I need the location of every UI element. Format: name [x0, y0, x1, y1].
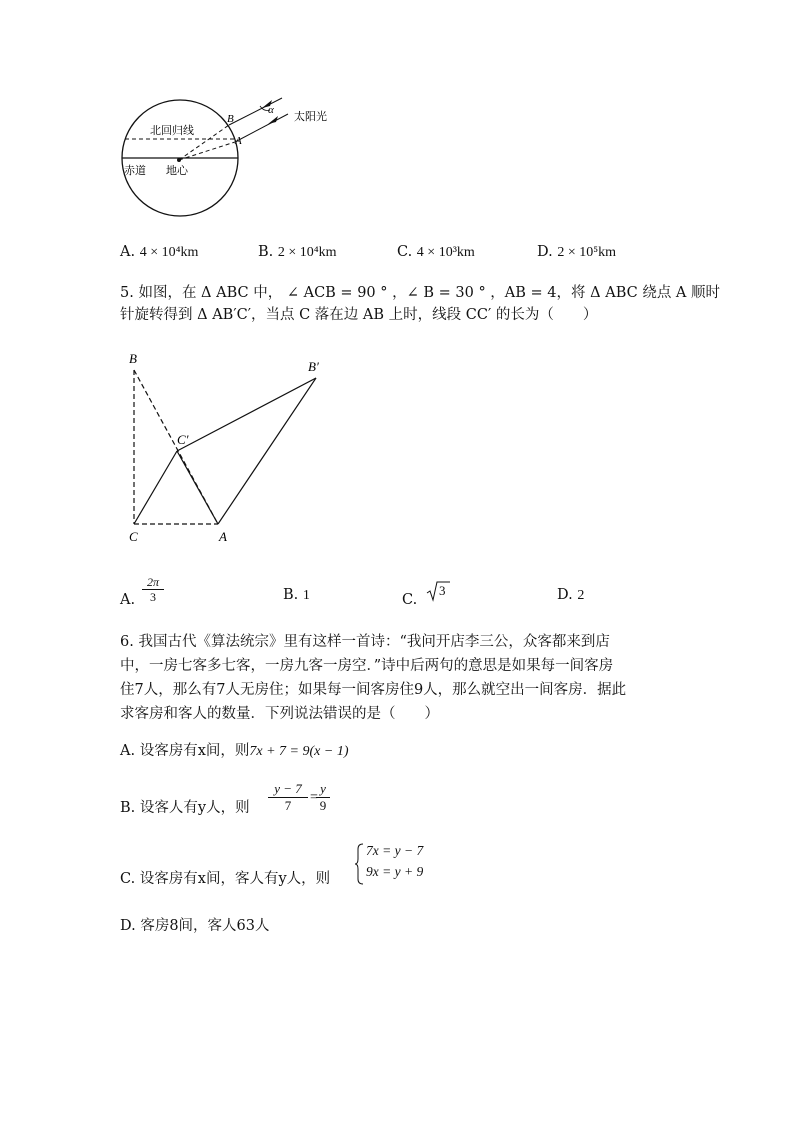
alpha-label: α — [268, 104, 274, 116]
q4-option-c — [397, 242, 475, 263]
option-value: 2 — [577, 588, 585, 603]
option-text: 设客人有y人，则 — [139, 800, 250, 816]
q5-option-c-letter: C. — [402, 592, 418, 608]
q6-option-c-text — [120, 869, 330, 889]
option-letter: A. — [120, 743, 136, 759]
q4-option-a — [120, 242, 198, 263]
option-letter: B. — [258, 244, 274, 260]
q6-option-b-equals: = — [310, 790, 318, 805]
triangle-rotation-figure — [120, 348, 340, 548]
point-b-label: B — [227, 113, 234, 125]
sunray-a-line — [179, 142, 235, 160]
q6-line-2: 中，一房七客多七客，一房九客一房空．”诗中后两句的意思是如果每一间客房 — [120, 658, 614, 674]
fraction-denominator: 7 — [284, 798, 292, 813]
option-letter: C. — [397, 244, 413, 260]
equator-label: 赤道 — [124, 164, 146, 177]
segment-cprime-a — [177, 451, 218, 524]
q5-option-d — [557, 585, 584, 606]
earth-center-dot — [177, 158, 181, 162]
option-letter: D. — [120, 918, 136, 934]
earth-sunlight-figure — [110, 92, 370, 252]
option-text: 设客房有x间，客人有y人，则 — [139, 871, 331, 887]
q5-line-1: 5. 如图，在 Δ ABC 中， ∠ ACB = 90 ° ，∠ B = 30 ° ，AB = 4，将 Δ ABC 绕点 A 顺时 — [120, 285, 721, 301]
north-tropic-label: 北回归线 — [150, 124, 194, 137]
q6-option-b-fraction-right — [316, 781, 330, 814]
option-text: 客房8间，客人63人 — [140, 918, 270, 934]
option-equation: 7x + 7 = 9(x − 1) — [249, 744, 349, 759]
segment-bprime-a — [218, 378, 316, 524]
q5-option-a-fraction — [142, 575, 164, 604]
system-equation-1: 7x = y − 7 — [366, 843, 424, 858]
q6-option-b-fraction-left — [268, 781, 308, 814]
option-letter: B. — [283, 587, 299, 603]
sunlight-label: 太阳光 — [294, 110, 327, 123]
fraction-numerator: y − 7 — [268, 781, 308, 798]
option-value: 4 × 10³km — [416, 245, 475, 260]
segment-c-cprime — [134, 451, 177, 524]
sqrt-icon — [426, 580, 450, 602]
q5-line-2: 针旋转得到 Δ AB′C′，当点 C 落在边 AB 上时，线段 CC′ 的长为（ ） — [120, 307, 598, 323]
option-text: 设客房有x间，则 — [139, 743, 250, 759]
arrow-a-icon — [268, 116, 278, 124]
q6-line-3: 住7人，那么有7人无房住；如果每一间客房住9人，那么就空出一间客房．据此 — [120, 682, 627, 698]
option-value: 1 — [302, 588, 310, 603]
option-letter: A. — [120, 244, 136, 260]
left-brace-icon — [354, 843, 364, 885]
q6-line-4: 求客房和客人的数量．下列说法错误的是（ ） — [120, 706, 439, 722]
vertex-b-label: B — [129, 351, 137, 366]
option-letter: C. — [120, 871, 136, 887]
q6-option-b-text — [120, 798, 250, 818]
segment-cprime-bprime — [177, 378, 316, 451]
vertex-a-label: A — [219, 529, 227, 544]
vertex-c-label: C — [129, 529, 138, 544]
q6-option-d — [120, 916, 270, 936]
point-a-label: A — [235, 135, 242, 147]
option-value: 2 × 10⁵km — [557, 245, 616, 260]
fraction-numerator: y — [316, 781, 330, 798]
fraction-denominator: 9 — [319, 798, 327, 813]
fraction-numerator: 2π — [142, 575, 164, 590]
earth-center-label: 地心 — [166, 164, 188, 177]
sqrt-radicand: 3 — [439, 583, 446, 598]
option-letter: D. — [557, 587, 573, 603]
q4-option-d — [537, 242, 616, 263]
q5-option-a-letter: A. — [120, 592, 136, 608]
option-letter: D. — [537, 244, 553, 260]
option-value: 2 × 10⁴km — [277, 245, 337, 260]
system-equation-2: 9x = y + 9 — [366, 864, 424, 879]
vertex-cprime-label: C′ — [177, 432, 189, 447]
q6-line-1: 6. 我国古代《算法统宗》里有这样一首诗：“我问开店李三公，众客都来到店 — [120, 634, 610, 650]
vertex-bprime-label: B′ — [308, 359, 319, 374]
option-value: 4 × 10⁴km — [139, 245, 199, 260]
q4-option-b — [258, 242, 337, 263]
q5-option-b — [283, 585, 310, 606]
option-letter: B. — [120, 800, 136, 816]
q6-option-a — [120, 741, 348, 762]
fraction-denominator: 3 — [150, 590, 156, 604]
